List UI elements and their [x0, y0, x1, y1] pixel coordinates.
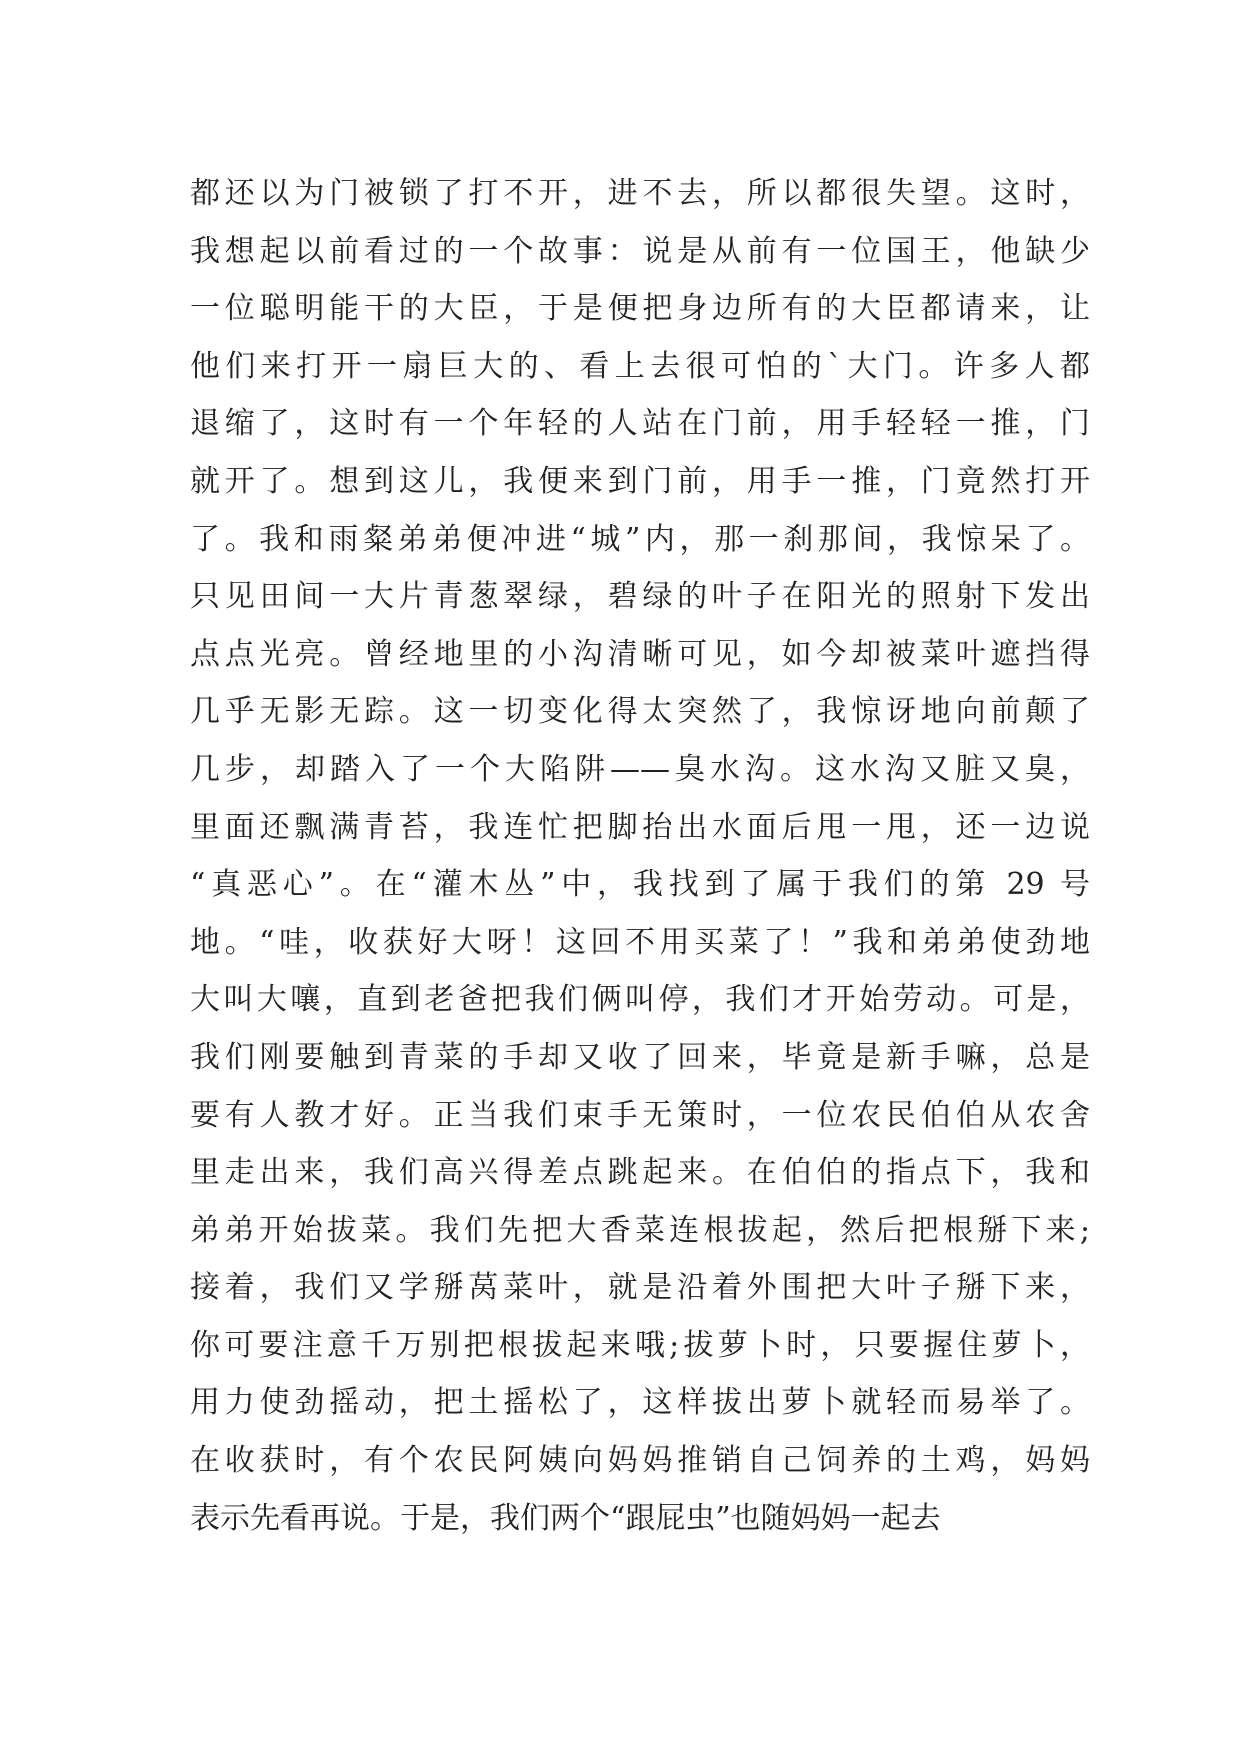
text-line: 接着，我们又学掰莴菜叶，就是沿着外围把大叶子掰下来，: [190, 1270, 1090, 1306]
text-line: 了。我和雨粲弟弟便冲进“城”内，那一刹那间，我惊呆了。: [190, 521, 1090, 557]
text-line: 我想起以前看过的一个故事：说是从前有一位国王，他缺少: [190, 233, 1090, 269]
text-line: 只见田间一大片青葱翠绿，碧绿的叶子在阳光的照射下发出: [190, 579, 1090, 615]
text-line: 用力使劲摇动，把土摇松了，这样拔出萝卜就轻而易举了。: [190, 1385, 1090, 1421]
text-line: 地。“哇，收获好大呀！这回不用买菜了！”我和弟弟使劲地: [190, 924, 1090, 960]
text-line: 里走出来，我们高兴得差点跳起来。在伯伯的指点下，我和: [190, 1155, 1090, 1191]
text-line: “真恶心”。在“灌木丛”中，我找到了属于我们的第 29 号: [190, 867, 1090, 903]
text-line: 一位聪明能干的大臣，于是便把身边所有的大臣都请来，让: [190, 291, 1090, 327]
text-line: 你可要注意千万别把根拔起来哦;拔萝卜时，只要握住萝卜，: [190, 1327, 1090, 1363]
text-line: 弟弟开始拔菜。我们先把大香菜连根拔起，然后把根掰下来;: [190, 1212, 1090, 1248]
text-line: 要有人教才好。正当我们束手无策时，一位农民伯伯从农舍: [190, 1097, 1090, 1133]
text-line: 我们刚要触到青菜的手却又收了回来，毕竟是新手嘛，总是: [190, 1039, 1090, 1075]
text-line: 都还以为门被锁了打不开，进不去，所以都很失望。这时，: [190, 176, 1090, 211]
text-line: 退缩了，这时有一个年轻的人站在门前，用手轻轻一推，门: [190, 406, 1090, 442]
body-text: [190, 165, 1090, 1547]
text-line: 里面还飘满青苔，我连忙把脚抬出水面后甩一甩，还一边说: [190, 809, 1090, 845]
text-line: 点点光亮。曾经地里的小沟清晰可见，如今却被菜叶遮挡得: [190, 636, 1090, 672]
text-line: 在收获时，有个农民阿姨向妈妈推销自己饲养的土鸡，妈妈: [190, 1443, 1090, 1479]
text-line: 他们来打开一扇巨大的、看上去很可怕的`大门。许多人都: [190, 348, 1090, 384]
text-line: 几乎无影无踪。这一切变化得太突然了，我惊讶地向前颠了: [190, 694, 1090, 730]
text-line: 几步，却踏入了一个大陷阱——臭水沟。这水沟又脏又臭，: [190, 751, 1090, 787]
text-line: 表示先看再说。于是，我们两个“跟屁虫”也随妈妈一起去: [190, 1500, 941, 1536]
text-line: 就开了。想到这儿，我便来到门前，用手一推，门竟然打开: [190, 463, 1090, 499]
text-line: 大叫大嚷，直到老爸把我们俩叫停，我们才开始劳动。可是，: [190, 982, 1090, 1018]
